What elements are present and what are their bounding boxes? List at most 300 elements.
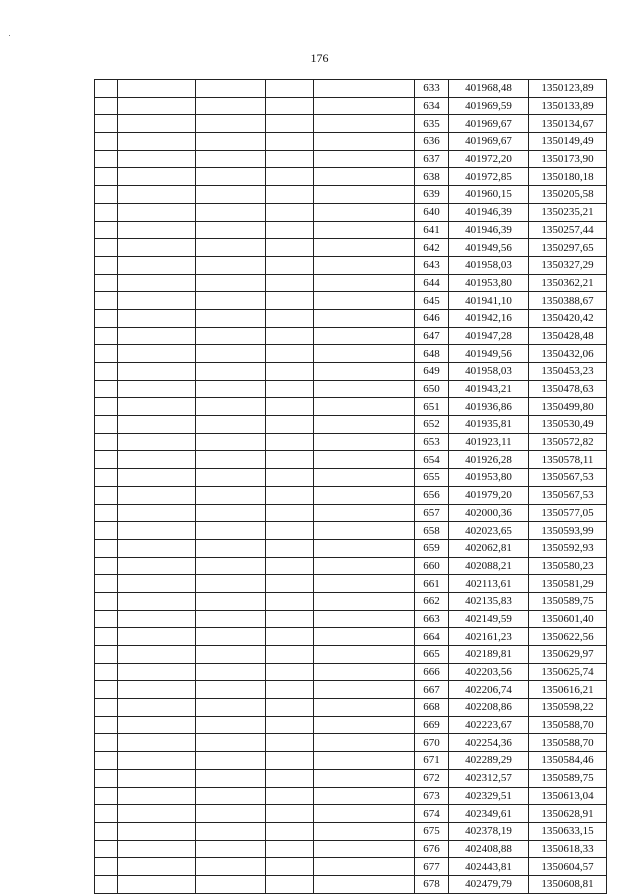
- x-coordinate-cell: 402000,36: [449, 504, 529, 522]
- empty-cell: [266, 256, 314, 274]
- point-number-cell: 633: [415, 80, 449, 98]
- point-number-cell: 639: [415, 186, 449, 204]
- empty-cell: [118, 875, 196, 893]
- y-coordinate-cell: 1350428,48: [529, 327, 607, 345]
- x-coordinate-cell: 401979,20: [449, 486, 529, 504]
- point-number-cell: 666: [415, 663, 449, 681]
- point-number-cell: 676: [415, 840, 449, 858]
- empty-cell: [95, 646, 118, 664]
- empty-cell: [95, 539, 118, 557]
- empty-cell: [314, 522, 415, 540]
- y-coordinate-cell: 1350578,11: [529, 451, 607, 469]
- empty-cell: [95, 486, 118, 504]
- empty-cell: [95, 327, 118, 345]
- empty-cell: [314, 875, 415, 893]
- y-coordinate-cell: 1350625,74: [529, 663, 607, 681]
- point-number-cell: 677: [415, 858, 449, 876]
- empty-cell: [266, 875, 314, 893]
- point-number-cell: 667: [415, 681, 449, 699]
- empty-cell: [196, 133, 266, 151]
- empty-cell: [314, 805, 415, 823]
- empty-cell: [266, 646, 314, 664]
- empty-cell: [266, 486, 314, 504]
- y-coordinate-cell: 1350530,49: [529, 416, 607, 434]
- empty-cell: [314, 699, 415, 717]
- empty-cell: [95, 186, 118, 204]
- x-coordinate-cell: 401926,28: [449, 451, 529, 469]
- empty-cell: [314, 734, 415, 752]
- table-row: [95, 203, 607, 221]
- empty-cell: [266, 822, 314, 840]
- empty-cell: [266, 628, 314, 646]
- empty-cell: [118, 345, 196, 363]
- empty-cell: [95, 875, 118, 893]
- empty-cell: [314, 681, 415, 699]
- y-coordinate-cell: 1350453,23: [529, 363, 607, 381]
- x-coordinate-cell: 402479,79: [449, 875, 529, 893]
- empty-cell: [266, 769, 314, 787]
- empty-cell: [95, 858, 118, 876]
- x-coordinate-cell: 402208,86: [449, 699, 529, 717]
- empty-cell: [196, 858, 266, 876]
- empty-cell: [266, 97, 314, 115]
- x-coordinate-cell: 401960,15: [449, 186, 529, 204]
- empty-cell: [118, 592, 196, 610]
- empty-cell: [314, 97, 415, 115]
- empty-cell: [196, 486, 266, 504]
- empty-cell: [118, 840, 196, 858]
- empty-cell: [314, 186, 415, 204]
- empty-cell: [266, 699, 314, 717]
- empty-cell: [95, 734, 118, 752]
- y-coordinate-cell: 1350628,91: [529, 805, 607, 823]
- empty-cell: [266, 451, 314, 469]
- y-coordinate-cell: 1350297,65: [529, 239, 607, 257]
- point-number-cell: 651: [415, 398, 449, 416]
- empty-cell: [314, 557, 415, 575]
- y-coordinate-cell: 1350584,46: [529, 752, 607, 770]
- x-coordinate-cell: 402223,67: [449, 716, 529, 734]
- empty-cell: [196, 168, 266, 186]
- table-body: [95, 80, 607, 894]
- x-coordinate-cell: 402378,19: [449, 822, 529, 840]
- table-row: [95, 699, 607, 717]
- y-coordinate-cell: 1350478,63: [529, 380, 607, 398]
- y-coordinate-cell: 1350622,56: [529, 628, 607, 646]
- table-row: [95, 628, 607, 646]
- y-coordinate-cell: 1350608,81: [529, 875, 607, 893]
- x-coordinate-cell: 402203,56: [449, 663, 529, 681]
- empty-cell: [196, 610, 266, 628]
- table-row: [95, 433, 607, 451]
- empty-cell: [196, 522, 266, 540]
- table-row: [95, 469, 607, 487]
- table-row: [95, 292, 607, 310]
- x-coordinate-cell: 402062,81: [449, 539, 529, 557]
- empty-cell: [95, 115, 118, 133]
- empty-cell: [266, 663, 314, 681]
- y-coordinate-cell: 1350567,53: [529, 469, 607, 487]
- empty-cell: [196, 274, 266, 292]
- empty-cell: [314, 433, 415, 451]
- x-coordinate-cell: 401941,10: [449, 292, 529, 310]
- point-number-cell: 635: [415, 115, 449, 133]
- empty-cell: [95, 699, 118, 717]
- empty-cell: [118, 752, 196, 770]
- x-coordinate-cell: 401958,03: [449, 363, 529, 381]
- empty-cell: [95, 752, 118, 770]
- x-coordinate-cell: 401942,16: [449, 309, 529, 327]
- x-coordinate-cell: 401969,67: [449, 115, 529, 133]
- point-number-cell: 675: [415, 822, 449, 840]
- x-coordinate-cell: 402189,81: [449, 646, 529, 664]
- y-coordinate-cell: 1350588,70: [529, 734, 607, 752]
- empty-cell: [266, 345, 314, 363]
- empty-cell: [118, 115, 196, 133]
- point-number-cell: 645: [415, 292, 449, 310]
- point-number-cell: 657: [415, 504, 449, 522]
- point-number-cell: 658: [415, 522, 449, 540]
- y-coordinate-cell: 1350362,21: [529, 274, 607, 292]
- empty-cell: [118, 186, 196, 204]
- empty-cell: [196, 309, 266, 327]
- empty-cell: [118, 451, 196, 469]
- point-number-cell: 636: [415, 133, 449, 151]
- point-number-cell: 665: [415, 646, 449, 664]
- empty-cell: [118, 699, 196, 717]
- empty-cell: [196, 363, 266, 381]
- empty-cell: [314, 451, 415, 469]
- empty-cell: [95, 575, 118, 593]
- table-row: [95, 663, 607, 681]
- table-row: [95, 416, 607, 434]
- empty-cell: [118, 363, 196, 381]
- table-row: [95, 592, 607, 610]
- empty-cell: [95, 80, 118, 98]
- x-coordinate-cell: 401946,39: [449, 203, 529, 221]
- point-number-cell: 647: [415, 327, 449, 345]
- table-row: [95, 186, 607, 204]
- empty-cell: [196, 451, 266, 469]
- empty-cell: [95, 769, 118, 787]
- y-coordinate-cell: 1350133,89: [529, 97, 607, 115]
- empty-cell: [196, 416, 266, 434]
- empty-cell: [266, 221, 314, 239]
- x-coordinate-cell: 402289,29: [449, 752, 529, 770]
- x-coordinate-cell: 401946,39: [449, 221, 529, 239]
- point-number-cell: 653: [415, 433, 449, 451]
- empty-cell: [95, 716, 118, 734]
- empty-cell: [314, 80, 415, 98]
- empty-cell: [95, 663, 118, 681]
- empty-cell: [118, 256, 196, 274]
- empty-cell: [314, 309, 415, 327]
- table-row: [95, 681, 607, 699]
- table-row: [95, 557, 607, 575]
- empty-cell: [266, 734, 314, 752]
- point-number-cell: 644: [415, 274, 449, 292]
- empty-cell: [314, 539, 415, 557]
- empty-cell: [196, 663, 266, 681]
- x-coordinate-cell: 401943,21: [449, 380, 529, 398]
- empty-cell: [266, 203, 314, 221]
- empty-cell: [314, 575, 415, 593]
- empty-cell: [266, 681, 314, 699]
- table-row: [95, 522, 607, 540]
- table-row: [95, 398, 607, 416]
- x-coordinate-cell: 402023,65: [449, 522, 529, 540]
- empty-cell: [95, 557, 118, 575]
- x-coordinate-cell: 401958,03: [449, 256, 529, 274]
- table-row: [95, 363, 607, 381]
- empty-cell: [266, 292, 314, 310]
- empty-cell: [118, 486, 196, 504]
- empty-cell: [314, 274, 415, 292]
- empty-cell: [314, 416, 415, 434]
- empty-cell: [118, 822, 196, 840]
- empty-cell: [196, 398, 266, 416]
- empty-cell: [95, 681, 118, 699]
- empty-cell: [118, 133, 196, 151]
- table-row: [95, 239, 607, 257]
- y-coordinate-cell: 1350589,75: [529, 769, 607, 787]
- point-number-cell: 671: [415, 752, 449, 770]
- table-row: [95, 486, 607, 504]
- empty-cell: [95, 504, 118, 522]
- empty-cell: [95, 203, 118, 221]
- empty-cell: [95, 398, 118, 416]
- x-coordinate-cell: 401953,80: [449, 469, 529, 487]
- empty-cell: [266, 522, 314, 540]
- empty-cell: [95, 522, 118, 540]
- empty-cell: [196, 469, 266, 487]
- table-row: [95, 646, 607, 664]
- x-coordinate-cell: 402135,83: [449, 592, 529, 610]
- empty-cell: [196, 150, 266, 168]
- table-row: [95, 221, 607, 239]
- empty-cell: [266, 787, 314, 805]
- y-coordinate-cell: 1350604,57: [529, 858, 607, 876]
- empty-cell: [314, 486, 415, 504]
- point-number-cell: 664: [415, 628, 449, 646]
- empty-cell: [95, 133, 118, 151]
- empty-cell: [118, 663, 196, 681]
- x-coordinate-cell: 401935,81: [449, 416, 529, 434]
- empty-cell: [196, 327, 266, 345]
- empty-cell: [95, 840, 118, 858]
- x-coordinate-cell: 402443,81: [449, 858, 529, 876]
- empty-cell: [196, 256, 266, 274]
- table-row: [95, 309, 607, 327]
- y-coordinate-cell: 1350205,58: [529, 186, 607, 204]
- empty-cell: [266, 133, 314, 151]
- y-coordinate-cell: 1350598,22: [529, 699, 607, 717]
- point-number-cell: 678: [415, 875, 449, 893]
- empty-cell: [118, 433, 196, 451]
- y-coordinate-cell: 1350601,40: [529, 610, 607, 628]
- empty-cell: [314, 610, 415, 628]
- empty-cell: [118, 504, 196, 522]
- empty-cell: [118, 858, 196, 876]
- y-coordinate-cell: 1350616,21: [529, 681, 607, 699]
- empty-cell: [314, 469, 415, 487]
- empty-cell: [266, 805, 314, 823]
- empty-cell: [118, 575, 196, 593]
- y-coordinate-cell: 1350499,80: [529, 398, 607, 416]
- empty-cell: [314, 115, 415, 133]
- x-coordinate-cell: 402161,23: [449, 628, 529, 646]
- empty-cell: [118, 309, 196, 327]
- point-number-cell: 668: [415, 699, 449, 717]
- x-coordinate-cell: 401923,11: [449, 433, 529, 451]
- x-coordinate-cell: 402349,61: [449, 805, 529, 823]
- empty-cell: [314, 716, 415, 734]
- table-row: [95, 256, 607, 274]
- empty-cell: [118, 716, 196, 734]
- x-coordinate-cell: 402149,59: [449, 610, 529, 628]
- empty-cell: [266, 168, 314, 186]
- empty-cell: [118, 292, 196, 310]
- empty-cell: [314, 592, 415, 610]
- point-number-cell: 663: [415, 610, 449, 628]
- table-row: [95, 97, 607, 115]
- point-number-cell: 669: [415, 716, 449, 734]
- empty-cell: [95, 380, 118, 398]
- point-number-cell: 662: [415, 592, 449, 610]
- empty-cell: [118, 610, 196, 628]
- x-coordinate-cell: 401947,28: [449, 327, 529, 345]
- y-coordinate-cell: 1350581,29: [529, 575, 607, 593]
- point-number-cell: 646: [415, 309, 449, 327]
- point-number-cell: 641: [415, 221, 449, 239]
- x-coordinate-cell: 401972,85: [449, 168, 529, 186]
- table-row: [95, 451, 607, 469]
- empty-cell: [118, 97, 196, 115]
- empty-cell: [118, 734, 196, 752]
- empty-cell: [196, 752, 266, 770]
- empty-cell: [196, 805, 266, 823]
- point-number-cell: 634: [415, 97, 449, 115]
- table-row: [95, 822, 607, 840]
- empty-cell: [266, 752, 314, 770]
- empty-cell: [314, 787, 415, 805]
- empty-cell: [118, 646, 196, 664]
- empty-cell: [196, 681, 266, 699]
- empty-cell: [95, 469, 118, 487]
- empty-cell: [266, 716, 314, 734]
- empty-cell: [314, 292, 415, 310]
- empty-cell: [118, 150, 196, 168]
- empty-cell: [118, 398, 196, 416]
- empty-cell: [314, 663, 415, 681]
- table-row: [95, 875, 607, 893]
- empty-cell: [314, 221, 415, 239]
- empty-cell: [196, 292, 266, 310]
- empty-cell: [266, 115, 314, 133]
- point-number-cell: 640: [415, 203, 449, 221]
- table-row: [95, 115, 607, 133]
- empty-cell: [118, 274, 196, 292]
- table-row: [95, 805, 607, 823]
- empty-cell: [118, 522, 196, 540]
- empty-cell: [196, 769, 266, 787]
- y-coordinate-cell: 1350613,04: [529, 787, 607, 805]
- empty-cell: [314, 150, 415, 168]
- point-number-cell: 654: [415, 451, 449, 469]
- y-coordinate-cell: 1350567,53: [529, 486, 607, 504]
- y-coordinate-cell: 1350180,18: [529, 168, 607, 186]
- empty-cell: [196, 787, 266, 805]
- y-coordinate-cell: 1350134,67: [529, 115, 607, 133]
- point-number-cell: 652: [415, 416, 449, 434]
- y-coordinate-cell: 1350618,33: [529, 840, 607, 858]
- y-coordinate-cell: 1350588,70: [529, 716, 607, 734]
- empty-cell: [314, 858, 415, 876]
- table-row: [95, 734, 607, 752]
- empty-cell: [266, 504, 314, 522]
- table-row: [95, 133, 607, 151]
- empty-cell: [196, 239, 266, 257]
- empty-cell: [196, 433, 266, 451]
- empty-cell: [118, 681, 196, 699]
- empty-cell: [118, 221, 196, 239]
- empty-cell: [196, 115, 266, 133]
- y-coordinate-cell: 1350257,44: [529, 221, 607, 239]
- x-coordinate-cell: 402113,61: [449, 575, 529, 593]
- empty-cell: [95, 416, 118, 434]
- y-coordinate-cell: 1350149,49: [529, 133, 607, 151]
- empty-cell: [118, 805, 196, 823]
- empty-cell: [266, 309, 314, 327]
- table-row: [95, 380, 607, 398]
- empty-cell: [196, 203, 266, 221]
- empty-cell: [95, 822, 118, 840]
- empty-cell: [266, 592, 314, 610]
- empty-cell: [266, 840, 314, 858]
- empty-cell: [118, 787, 196, 805]
- empty-cell: [95, 97, 118, 115]
- empty-cell: [266, 380, 314, 398]
- empty-cell: [95, 592, 118, 610]
- empty-cell: [196, 734, 266, 752]
- empty-cell: [314, 168, 415, 186]
- empty-cell: [196, 557, 266, 575]
- empty-cell: [118, 539, 196, 557]
- scan-speck: [9, 35, 10, 36]
- empty-cell: [95, 805, 118, 823]
- empty-cell: [196, 875, 266, 893]
- point-number-cell: 656: [415, 486, 449, 504]
- empty-cell: [266, 150, 314, 168]
- empty-cell: [266, 327, 314, 345]
- y-coordinate-cell: 1350173,90: [529, 150, 607, 168]
- x-coordinate-cell: 401968,48: [449, 80, 529, 98]
- empty-cell: [314, 363, 415, 381]
- empty-cell: [196, 80, 266, 98]
- table-row: [95, 274, 607, 292]
- empty-cell: [266, 858, 314, 876]
- empty-cell: [196, 380, 266, 398]
- empty-cell: [314, 239, 415, 257]
- x-coordinate-cell: 401949,56: [449, 345, 529, 363]
- empty-cell: [266, 398, 314, 416]
- x-coordinate-cell: 402254,36: [449, 734, 529, 752]
- empty-cell: [266, 433, 314, 451]
- y-coordinate-cell: 1350577,05: [529, 504, 607, 522]
- empty-cell: [95, 628, 118, 646]
- empty-cell: [196, 840, 266, 858]
- y-coordinate-cell: 1350432,06: [529, 345, 607, 363]
